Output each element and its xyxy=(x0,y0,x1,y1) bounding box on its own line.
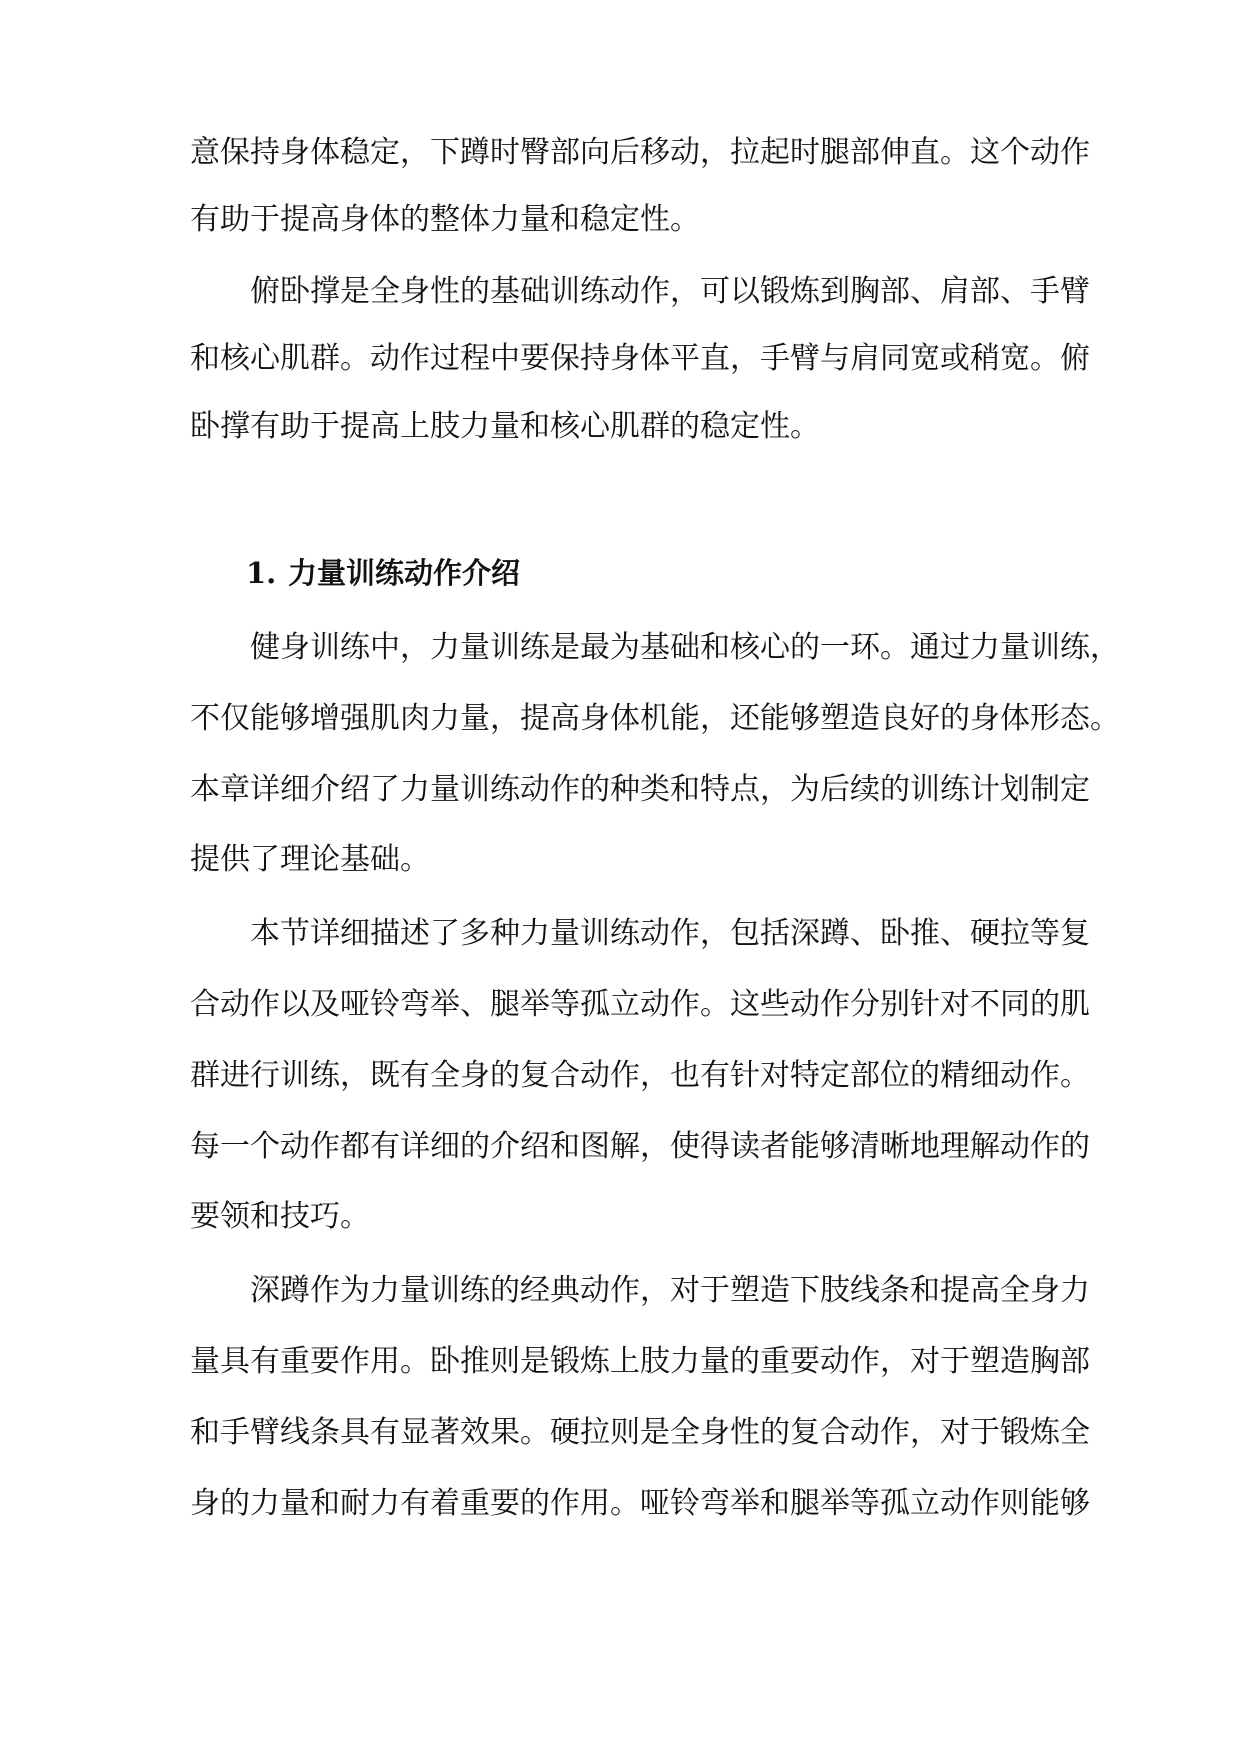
paragraph-5-line-2: 量具有重要作用。卧推则是锻炼上肢力量的重要动作，对于塑造胸部 xyxy=(190,1344,1090,1379)
paragraph-1-line-2: 有助于提高身体的整体力量和稳定性。 xyxy=(190,202,700,237)
paragraph-4-line-1: 本节详细描述了多种力量训练动作，包括深蹲、卧推、硬拉等复 xyxy=(250,916,1090,951)
paragraph-2-line-3: 卧撑有助于提高上肢力量和核心肌群的稳定性。 xyxy=(190,409,820,444)
paragraph-1-line-1: 意保持身体稳定，下蹲时臀部向后移动，拉起时腿部伸直。这个动作 xyxy=(190,135,1090,170)
paragraph-5-line-1: 深蹲作为力量训练的经典动作，对于塑造下肢线条和提高全身力 xyxy=(250,1273,1090,1308)
paragraph-5-line-3: 和手臂线条具有显著效果。硬拉则是全身性的复合动作，对于锻炼全 xyxy=(190,1415,1090,1450)
paragraph-4-line-3: 群进行训练，既有全身的复合动作，也有针对特定部位的精细动作。 xyxy=(190,1058,1090,1093)
section-heading-number: 1. xyxy=(246,556,277,590)
paragraph-4-line-2: 合动作以及哑铃弯举、腿举等孤立动作。这些动作分别针对不同的肌 xyxy=(190,987,1090,1022)
paragraph-3-line-3: 本章详细介绍了力量训练动作的种类和特点，为后续的训练计划制定 xyxy=(190,772,1090,807)
paragraph-4-line-4: 每一个动作都有详细的介绍和图解，使得读者能够清晰地理解动作的 xyxy=(190,1129,1090,1164)
section-heading-title: 力量训练动作介绍 xyxy=(288,556,521,590)
paragraph-5-line-4: 身的力量和耐力有着重要的作用。哑铃弯举和腿举等孤立动作则能够 xyxy=(190,1486,1090,1521)
paragraph-3-line-4: 提供了理论基础。 xyxy=(190,842,430,877)
paragraph-3-line-2: 不仅能够增强肌肉力量，提高身体机能，还能够塑造良好的身体形态。 xyxy=(190,701,1120,736)
paragraph-2-line-2: 和核心肌群。动作过程中要保持身体平直，手臂与肩同宽或稍宽。俯 xyxy=(190,341,1090,376)
paragraph-4-line-5: 要领和技巧。 xyxy=(190,1199,370,1234)
section-heading xyxy=(246,548,520,598)
paragraph-2-line-1: 俯卧撑是全身性的基础训练动作，可以锻炼到胸部、肩部、手臂 xyxy=(250,274,1090,309)
paragraph-3-line-1: 健身训练中，力量训练是最为基础和核心的一环。通过力量训练， xyxy=(250,630,1120,665)
